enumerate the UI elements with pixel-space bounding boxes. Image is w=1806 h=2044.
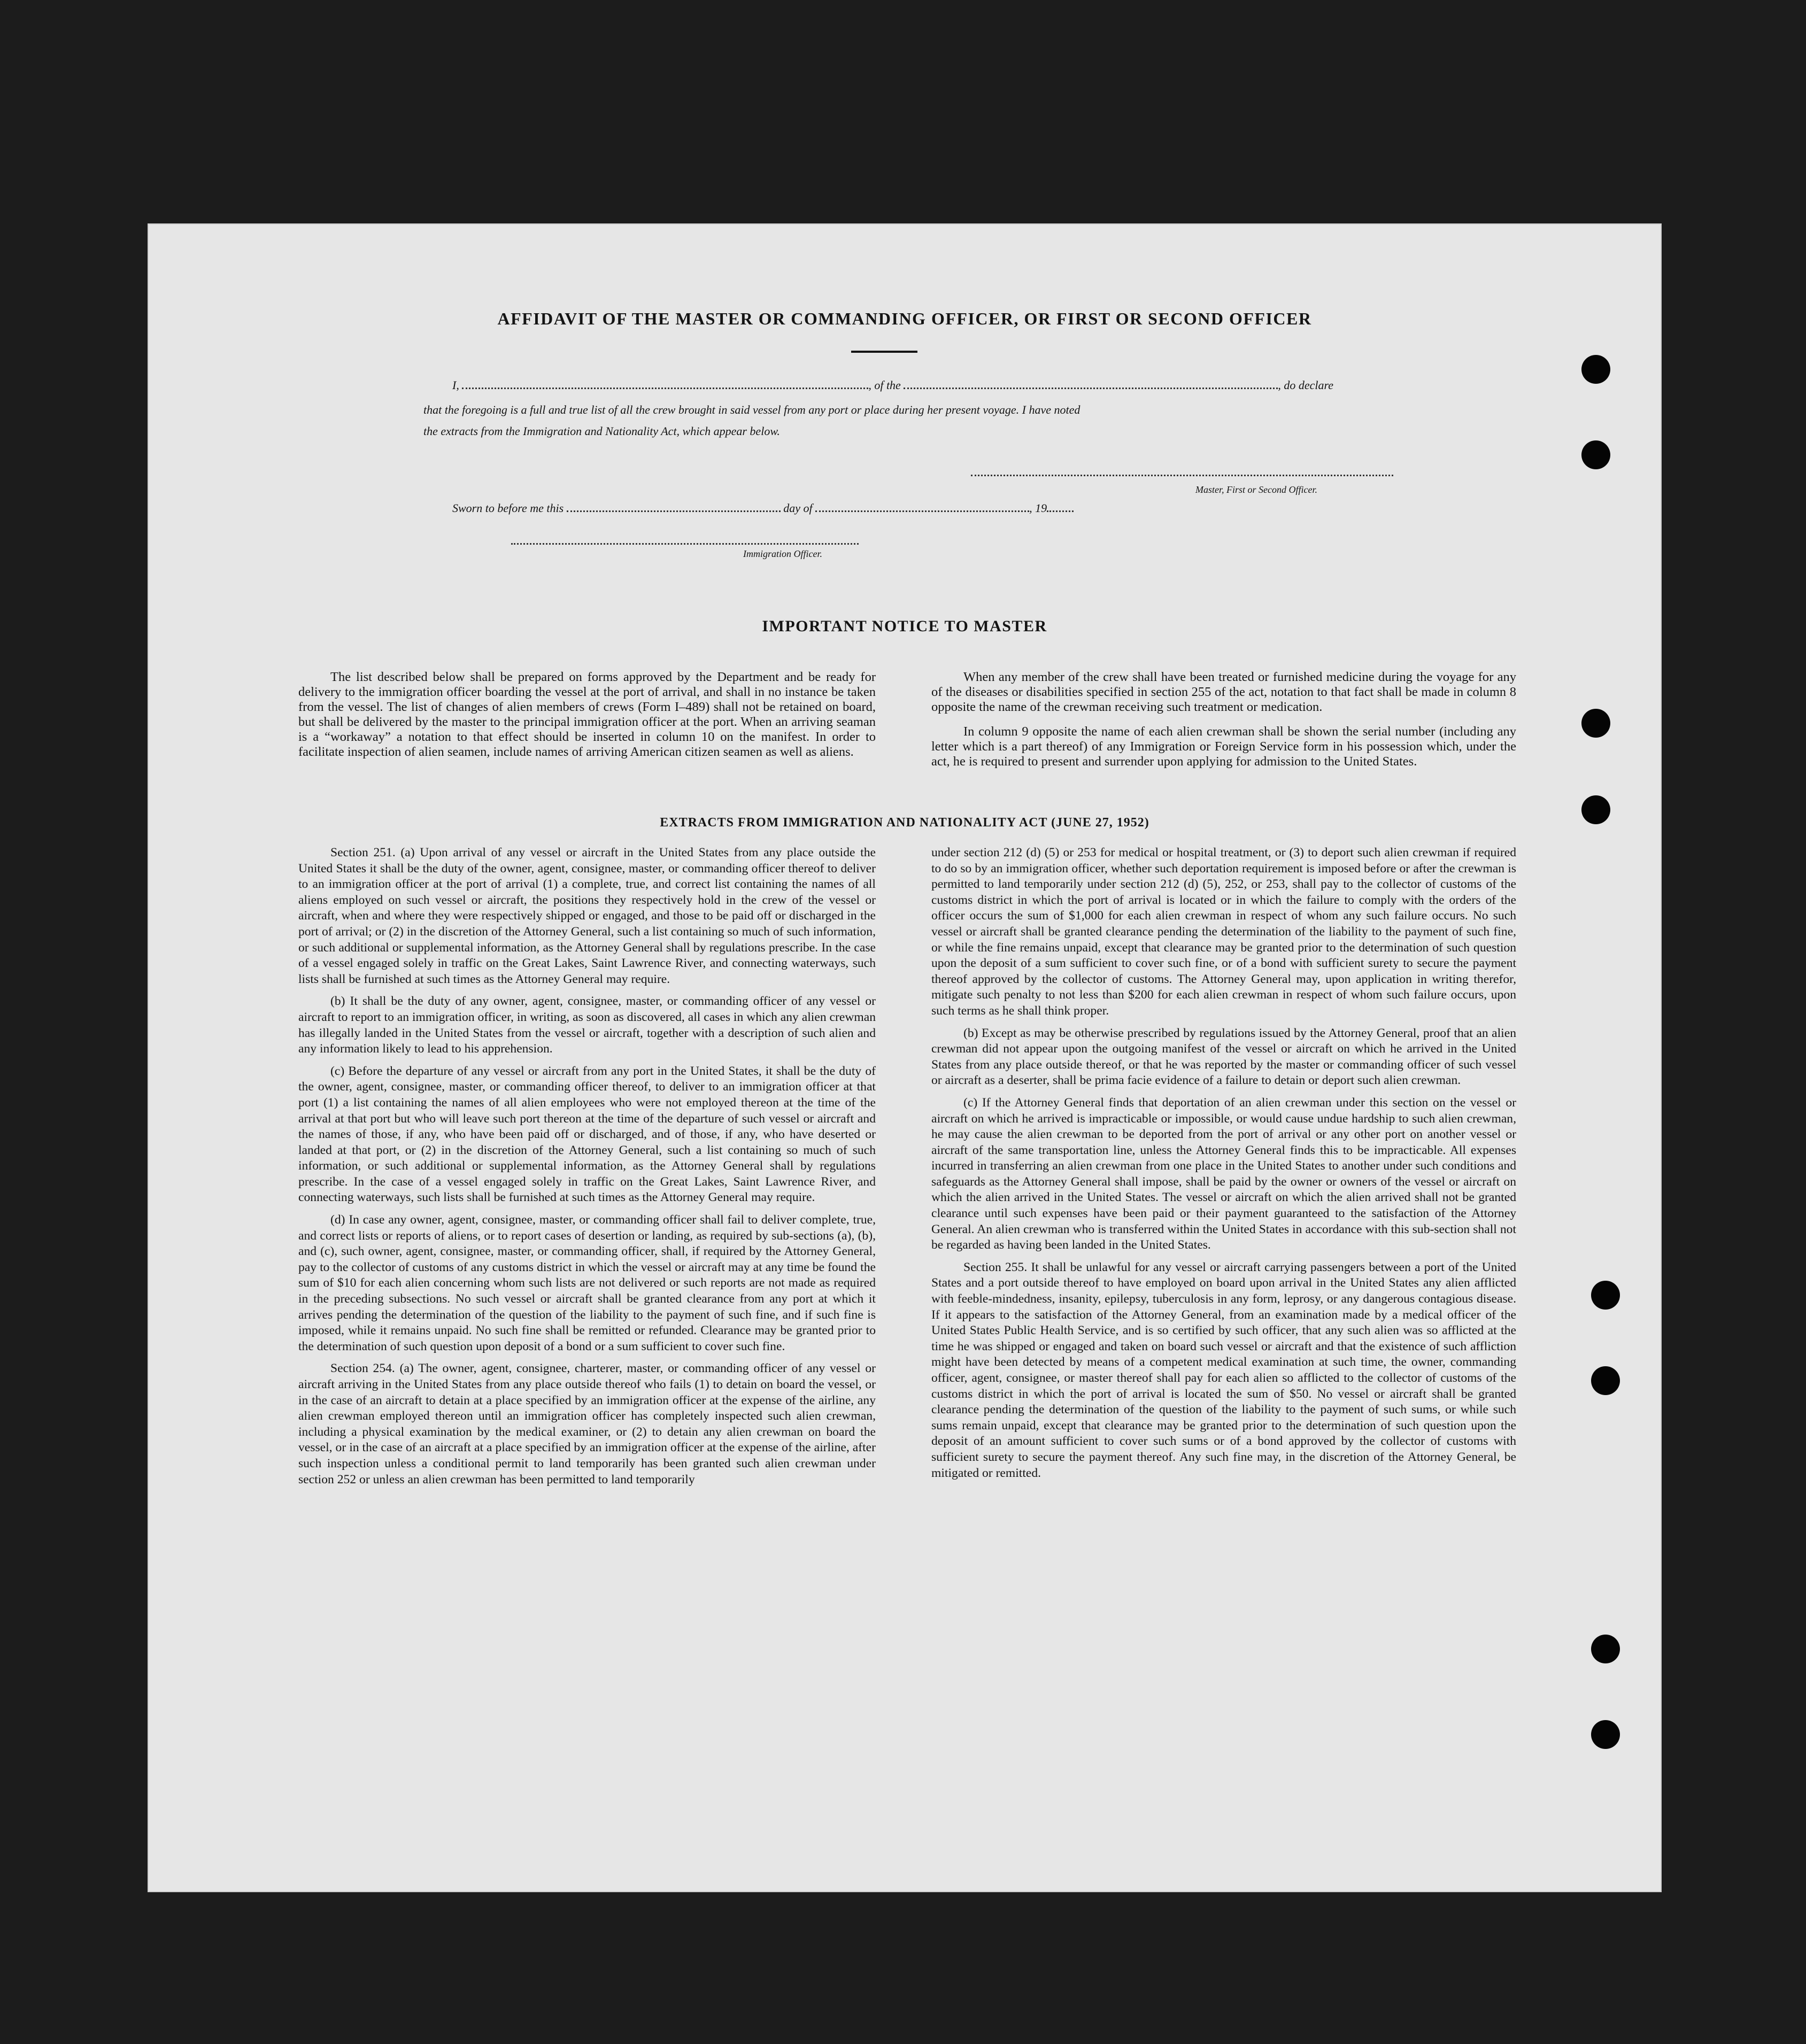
affidavit-title: AFFIDAVIT OF THE MASTER OR COMMANDING OFFICER, OR FIRST OR SECOND OFFICER [497, 309, 1312, 328]
extract-section-251c: (c) Before the departure of any vessel or aircraft from any port in the United States, it shall be the duty of the owner, agent, consignee, master, or commanding officer thereof, to deliver to an immigration officer at that port (1) a list containing the names of all alien employees who were not employed thereon at the time of the arrival at that port but who will leave such port thereon at the time of the departure of such vessel or aircraft and the names of those, if any, who have been paid off or discharged, and of those, if any, who have deserted or landed at that port, or (2) in the discretion of the Attorney General, such a list containing so much of such information, or such additional or supplemental information, as the Attorney General shall by regulations prescribe. In the case of a vessel engaged solely in traffic on the Great Lakes, Saint Lawrence River, and connecting waterways, such lists shall be furnished at such times as the Attorney General may require. [298, 1064, 876, 1205]
sworn-day-field[interactable] [567, 509, 781, 512]
punch-hole [1581, 355, 1610, 384]
do-declare-label: , do declare [1278, 378, 1333, 392]
notice-right-paragraph-1: When any member of the crew shall have been treated or furnished medicine during the voyage for any of the diseases or disabilities specified in section 255 of the act, notation to that fact shall be made in column 8 opposite the name of the crewman receiving such treatment or medication. [931, 670, 1516, 714]
punch-hole [1581, 709, 1610, 738]
master-caption: Master, First or Second Officer. [1195, 484, 1317, 495]
extract-section-251b: (b) It shall be the duty of any owner, agent, consignee, master, or commanding officer of any vessel or aircraft to report to an immigration officer, in writing, as soon as discovered, all cases in which any alien crewman has illegally landed in the United States from the vessel or aircraft, together with a description of such alien and any information likely to lead to his apprehension. [298, 994, 876, 1056]
title-rule [851, 351, 917, 353]
punch-hole [1581, 440, 1610, 469]
document-page [148, 223, 1662, 1892]
notice-right-paragraph-2: In column 9 opposite the name of each alien crewman shall be shown the serial number (including any letter which is a part thereof) of any Immigration or Foreign Service form in his possession which, under the act, he is required to present and surrender upon applying for admission to the United States. [931, 724, 1516, 769]
notice-title: IMPORTANT NOTICE TO MASTER [762, 617, 1047, 635]
sworn-label: Sworn to before me this [452, 501, 564, 515]
year-label: , 19 [1029, 501, 1047, 515]
affidavit-i-label: I, [452, 378, 459, 392]
sworn-year-field[interactable] [1047, 509, 1074, 512]
punch-hole [1591, 1720, 1620, 1749]
punch-hole [1591, 1635, 1620, 1663]
vessel-field[interactable] [904, 386, 1278, 389]
extract-section-254a: Section 254. (a) The owner, agent, consignee, charterer, master, or commanding officer of any vessel or aircraft arriving in the United States from any place outside thereof who fails (1) to detain on board the vessel, or in the case of an aircraft to detain at a place specified by an immigration officer at the expense of the airline, any alien crewman employed thereon until an immigration officer has completely inspected such alien crewman, including a physical examination by the medical examiner, or (2) to detain any alien crewman on board the vessel, or in the case of an aircraft at a place specified by an immigration officer at the expense of the airline, after such inspection unless a conditional permit to land temporarily has been granted such alien crewman under section 252 or unless an alien crewman has been permitted to land temporarily [298, 1361, 876, 1486]
extracts-left-column [298, 845, 876, 1494]
extract-section-255: Section 255. It shall be unlawful for any vessel or aircraft carrying passengers between a port of the United States and a port outside thereof to have employed on board upon arrival in the United States any alien afflicted with feeble-mindedness, insanity, epilepsy, tuberculosis in any form, leprosy, or any dangerous contagious disease. If it appears to the satisfaction of the Attorney General, from an examination made by a medical officer of the United States Public Health Service, and is so certified by such officer, that any such alien was so afflicted at the time he was shipped or engaged and taken on board such vessel or aircraft and that the existence of such affliction might have been detected by means of a competent medical examination at such time, the owner, commanding officer, agent, consignee, or master thereof shall pay for each alien so afflicted to the collector of customs of the customs district in which the port of arrival is located the sum of $50. No vessel or aircraft shall be granted clearance pending the determination of the question of the liability to the payment of such sums, or while such sums remain unpaid, except that clearance may be granted prior to the determination of such question upon the deposit of an amount sufficient to cover such sums or of a bond approved by the collector of customs with sufficient surety to secure the payment thereof. Any such fine may, in the discretion of the Attorney General, be mitigated or remitted. [931, 1260, 1516, 1480]
name-field[interactable] [462, 386, 868, 389]
punch-hole [1591, 1281, 1620, 1310]
officer-caption: Immigration Officer. [743, 548, 822, 559]
day-of-label: day of [783, 501, 813, 515]
master-signature-line[interactable] [971, 475, 1393, 476]
sworn-line [452, 501, 1074, 515]
notice-right-column [931, 670, 1516, 779]
notice-left-column [298, 670, 876, 769]
notice-left-paragraph: The list described below shall be prepared on forms approved by the Department and be ready for delivery to the immigration officer boarding the vessel at the port of arrival, and shall in no instance be taken from the vessel. The list of changes of alien members of crews (Form I–489) shall not be retained on board, but shall be delivered by the master to the principal immigration officer at the port. When an arriving seaman is a “workaway” a notation to that effect should be inserted in column 10 on the manifest. In order to facilitate inspection of alien seamen, include names of arriving American citizen seamen as well as aliens. [298, 670, 876, 759]
affidavit-declaration-line [452, 378, 1538, 392]
sworn-month-field[interactable] [815, 509, 1029, 512]
extracts-right-column [931, 845, 1516, 1488]
extract-section-251d: (d) In case any owner, agent, consignee, master, or commanding officer shall fail to deliver complete, true, and correct lists or reports of aliens, or to report cases of desertion or landing, as required by sub-sections (a), (b), and (c), such owner, agent, consignee, master, or commanding officer, shall, if required by the Attorney General, pay to the collector of customs of any customs district in which the vessel or aircraft may at any time be found the sum of $10 for each alien concerning whom such lists are not delivered or such reports are not made as required in the preceding subsections. No such vessel or aircraft shall be granted clearance from any port at which it arrives pending the determination of the question of the liability to the payment of such fine, and if such fine is imposed, while it remains unpaid. No such fine shall be remitted or refunded. Clearance may be granted prior to the determination of such question upon deposit of a bond or a sum sufficient to cover such fine. [298, 1213, 876, 1353]
officer-signature-line[interactable] [511, 543, 859, 545]
extracts-title: EXTRACTS FROM IMMIGRATION AND NATIONALITY ACT (JUNE 27, 1952) [660, 816, 1149, 830]
affidavit-text-line2: that the foregoing is a full and true list of all the crew brought in said vessel from any port or place during her present voyage. I have noted [423, 403, 1080, 416]
extract-section-254a-continued: under section 212 (d) (5) or 253 for medical or hospital treatment, or (3) to deport such alien crewman if required to do so by an immigration officer, whether such deportation requirement is imposed before or after the crewman is permitted to land temporarily under section 212 (d) (5), 252, or 253, shall pay to the collector of customs of the customs district in which the port of arrival is located or in which the failure to comply with the orders of the officer occurs the sum of $1,000 for each alien crewman in respect of whom any such failure occurs. No such vessel or aircraft shall be granted clearance pending the determination of the liability to the payment of such fine, or while the fine remains unpaid, except that clearance may be granted prior to the determination of such question upon the deposit of a sum sufficient to cover such fine, or of a bond with sufficient surety to secure the payment thereof approved by the collector of customs. The Attorney General may, upon application in writing therefor, mitigate such penalty to not less than $200 for each alien crewman in respect of whom such failure occurs, upon such terms as he shall think proper. [931, 846, 1516, 1018]
extract-section-254b: (b) Except as may be otherwise prescribed by regulations issued by the Attorney General, proof that an alien crewman did not appear upon the outgoing manifest of the vessel or aircraft on which he arrived in the United States from any place outside thereof, or that he was reported by the master or commanding officer of such vessel or aircraft as a deserter, shall be prima facie evidence of a failure to detain or deport such alien crewman. [931, 1026, 1516, 1088]
of-the-label: , of the [868, 378, 901, 392]
extract-section-254c: (c) If the Attorney General finds that deportation of an alien crewman under this section on the vessel or aircraft on which he arrived is impracticable or impossible, or would cause undue hardship to such alien crewman, he may cause the alien crewman to be deported from the port of arrival or any other port on another vessel or aircraft of the same transportation line, unless the Attorney General finds this to be impracticable. All expenses incurred in transferring an alien crewman from one place in the United States to another under such conditions and safeguards as the Attorney General shall impose, shall be paid by the owner or owners of the vessel or aircraft on which the alien arrived in the United States. The vessel or aircraft on which the alien arrived shall not be granted clearance until such expenses have been paid or their payment guaranteed to the satisfaction of the Attorney General. An alien crewman who is transferred within the United States in accordance with this sub-section shall not be regarded as having been landed in the United States. [931, 1095, 1516, 1252]
extract-section-251a: Section 251. (a) Upon arrival of any vessel or aircraft in the United States from any place outside the United States it shall be the duty of the owner, agent, consignee, master, or commanding officer thereof to deliver to an immigration officer at the port of arrival (1) a complete, true, and correct list containing the names of all aliens employed on such vessel or aircraft, the positions they respectively hold in the crew of the vessel or aircraft, when and where they were respectively shipped or engaged, and those to be paid off or discharged in the port of arrival; or (2) in the discretion of the Attorney General, such a list containing so much of such information, or such additional or supplemental information, as the Attorney General shall by regulations prescribe. In the case of a vessel engaged solely in traffic on the Great Lakes, Saint Lawrence River, and connecting waterways, such lists shall be furnished at such times as the Attorney General may require. [298, 846, 876, 986]
punch-hole [1591, 1366, 1620, 1395]
affidavit-text-line3: the extracts from the Immigration and Nationality Act, which appear below. [423, 424, 780, 438]
